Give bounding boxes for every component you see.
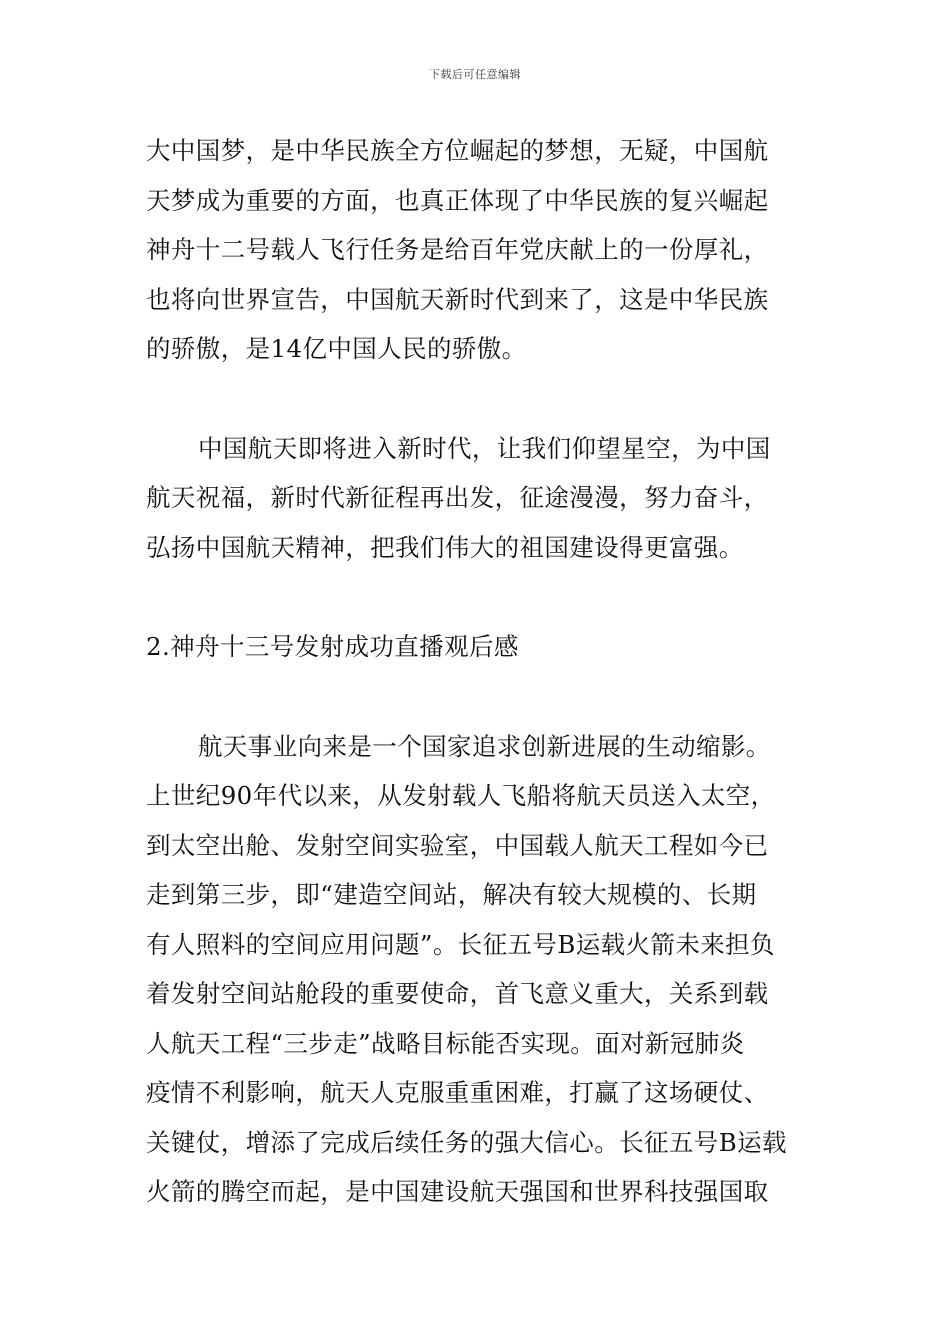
text-line: 航天祝福，新时代新征程再出发，征途漫漫，努力奋斗， — [146, 483, 769, 512]
text-line: 着发射空间站舱段的重要使命，首飞意义重大，关系到载 — [146, 979, 769, 1008]
paragraph-3 — [146, 722, 814, 1217]
text-line: 中国航天即将进入新时代，让我们仰望星空，为中国 — [198, 433, 771, 463]
text-line: 疫情不利影响，航天人克服重重困难，打赢了这场硬仗、 — [146, 1078, 769, 1107]
text-line: 神舟十二号载人飞行任务是给百年党庆献上的一份厚礼， — [146, 235, 769, 264]
paragraph-2 — [146, 424, 814, 573]
text-line: 大中国梦，是中华民族全方位崛起的梦想，无疑，中国航 — [146, 136, 769, 165]
paragraph-spacer — [146, 374, 814, 424]
text-line: 的骄傲，是14亿中国人民的骄傲。 — [146, 334, 527, 363]
text-line: 航天事业向来是一个国家追求创新进展的生动缩影。 — [198, 731, 771, 761]
page-header: 下载后可任意编辑 — [429, 68, 521, 81]
text-line: 弘扬中国航天精神，把我们伟大的祖国建设得更富强。 — [146, 532, 744, 562]
section-heading: 2.神舟十三号发射成功直播观后感 — [146, 632, 519, 661]
text-line: 人航天工程“三步走”战略目标能否实现。面对新冠肺炎 — [146, 1028, 745, 1058]
text-line: 火箭的腾空而起，是中国建设航天强国和世界科技强国取 — [146, 1177, 769, 1206]
text-line: 有人照料的空间应用问题”。长征五号B运载火箭未来担负 — [146, 929, 775, 959]
paragraph-spacer — [146, 672, 814, 722]
text-line: 关键仗，增添了完成后续任务的强大信心。长征五号B运载 — [146, 1127, 787, 1157]
text-line: 天梦成为重要的方面，也真正体现了中华民族的复兴崛起 — [146, 185, 769, 215]
document-body — [146, 126, 814, 1217]
text-line: 走到第三步，即“建造空间站，解决有较大规模的、长期 — [146, 880, 757, 909]
paragraph-1 — [146, 126, 814, 374]
paragraph-spacer — [146, 572, 814, 622]
text-line: 上世纪90年代以来，从发射载人飞船将航天员送入太空， — [146, 781, 776, 810]
text-line: 也将向世界宣告，中国航天新时代到来了，这是中华民族 — [146, 284, 769, 314]
text-line: 到太空出舱、发射空间实验室，中国载人航天工程如今已 — [146, 830, 769, 860]
